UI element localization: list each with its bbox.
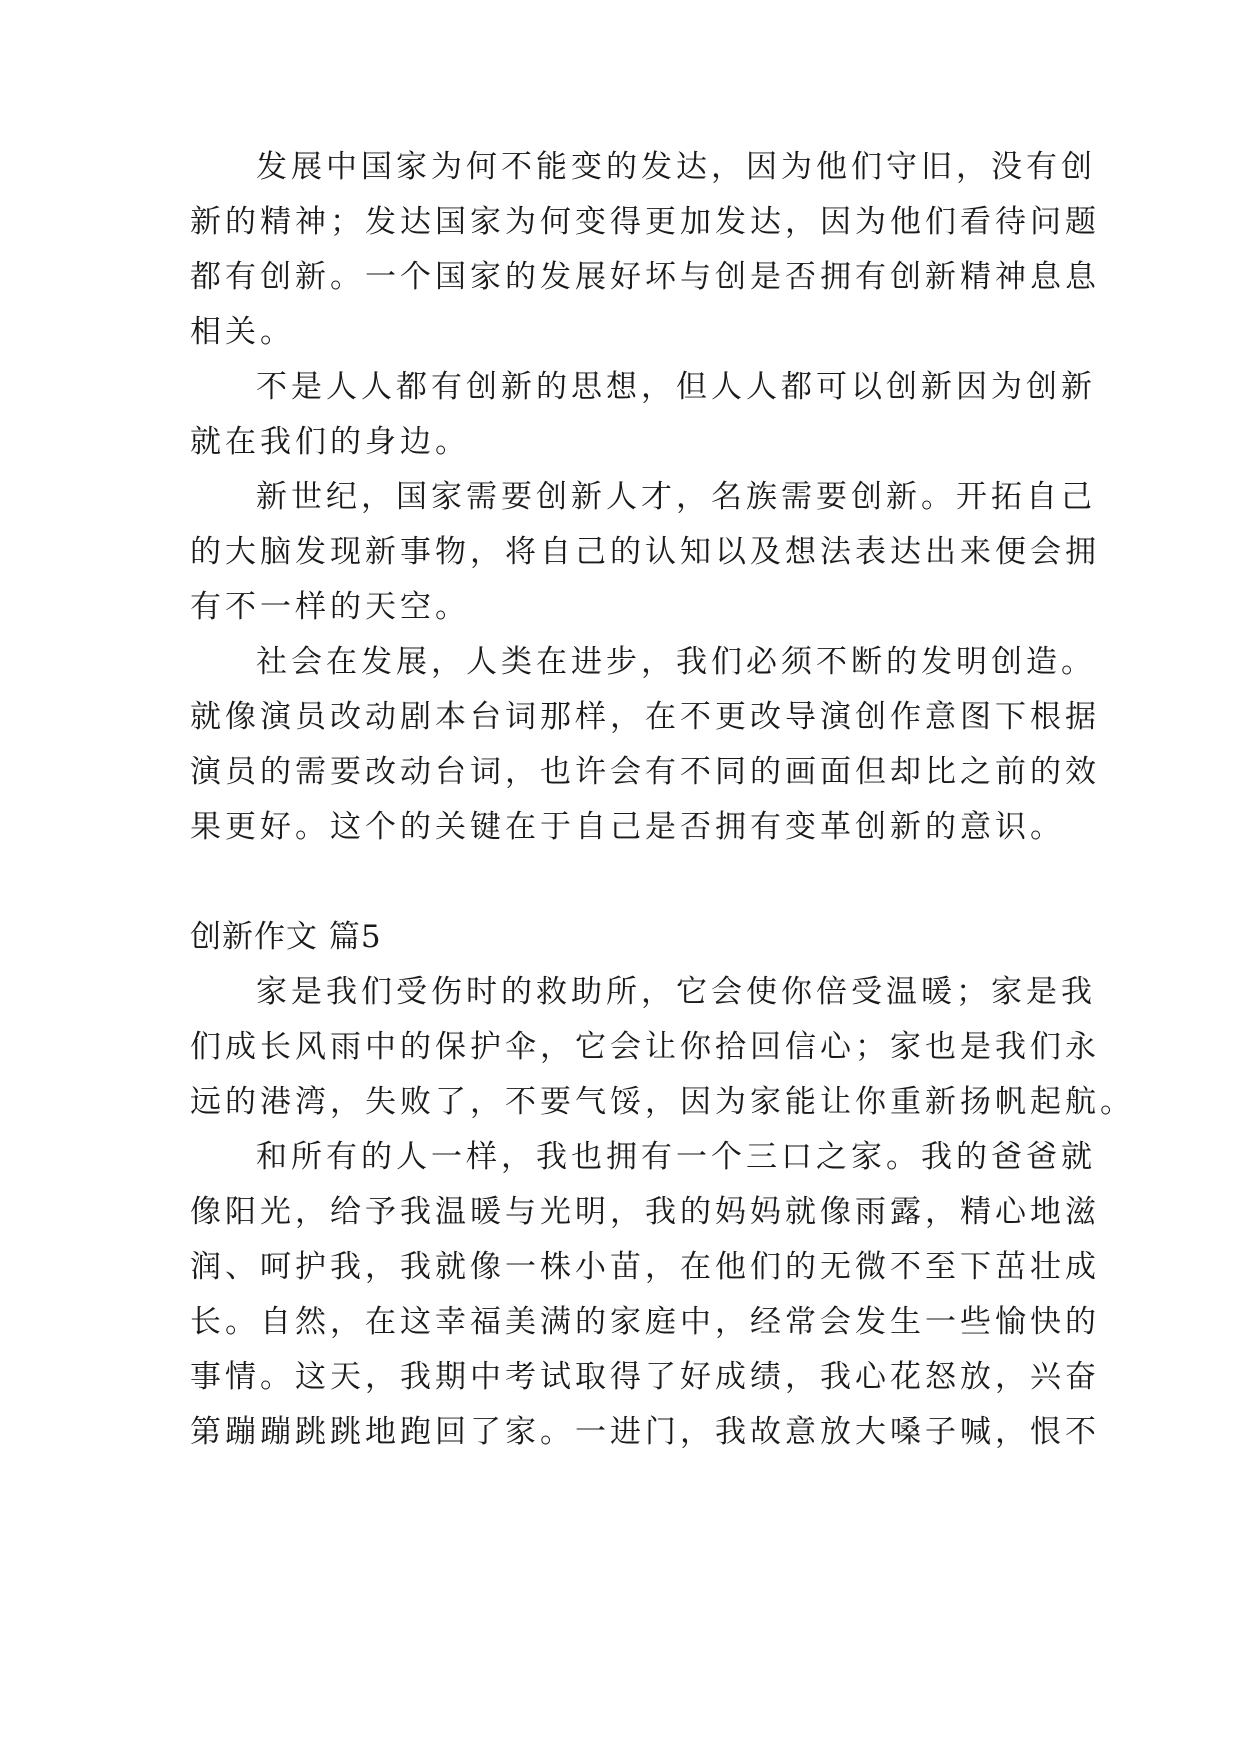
paragraph-line: 就像演员改动剧本台词那样，在不更改导演创作意图下根据: [190, 699, 1100, 735]
paragraph-line: 就在我们的身边。: [190, 424, 470, 460]
paragraph-line: 事情。这天，我期中考试取得了好成绩，我心花怒放，兴奋: [190, 1359, 1100, 1395]
paragraph-line: 和所有的人一样，我也拥有一个三口之家。我的爸爸就: [256, 1139, 1096, 1175]
paragraph-line: 新的精神；发达国家为何变得更加发达，因为他们看待问题: [190, 204, 1100, 240]
paragraph-line: 发展中国家为何不能变的发达，因为他们守旧，没有创: [256, 149, 1096, 185]
paragraph-line: 都有创新。一个国家的发展好坏与创是否拥有创新精神息息: [190, 259, 1100, 295]
paragraph-line: 果更好。这个的关键在于自己是否拥有变革创新的意识。: [190, 809, 1065, 845]
paragraph-line: 新世纪，国家需要创新人才，名族需要创新。开拓自己: [256, 479, 1096, 515]
paragraph-line: 的大脑发现新事物，将自己的认知以及想法表达出来便会拥: [190, 534, 1100, 570]
section-heading: 创新作文 篇5: [190, 919, 382, 955]
paragraph-line: 长。自然，在这幸福美满的家庭中，经常会发生一些愉快的: [190, 1304, 1100, 1340]
paragraph-line: 有不一样的天空。: [190, 589, 470, 625]
paragraph-line: 第蹦蹦跳跳地跑回了家。一进门，我故意放大嗓子喊，恨不: [190, 1414, 1100, 1450]
paragraph-line: 润、呵护我，我就像一株小苗，在他们的无微不至下茁壮成: [190, 1249, 1100, 1285]
paragraph-line: 社会在发展，人类在进步，我们必须不断的发明创造。: [256, 644, 1096, 680]
paragraph-line: 演员的需要改动台词，也许会有不同的画面但却比之前的效: [190, 754, 1100, 790]
paragraph-line: 相关。: [190, 314, 295, 350]
paragraph-line: 不是人人都有创新的思想，但人人都可以创新因为创新: [256, 369, 1096, 405]
paragraph-line: 们成长风雨中的保护伞，它会让你拾回信心；家也是我们永: [190, 1029, 1100, 1065]
paragraph-line: 家是我们受伤时的救助所，它会使你倍受温暖；家是我: [256, 974, 1096, 1010]
paragraph-line: 远的港湾，失败了，不要气馁，因为家能让你重新扬帆起航。: [190, 1084, 1135, 1120]
paragraph-line: 像阳光，给予我温暖与光明，我的妈妈就像雨露，精心地滋: [190, 1194, 1100, 1230]
